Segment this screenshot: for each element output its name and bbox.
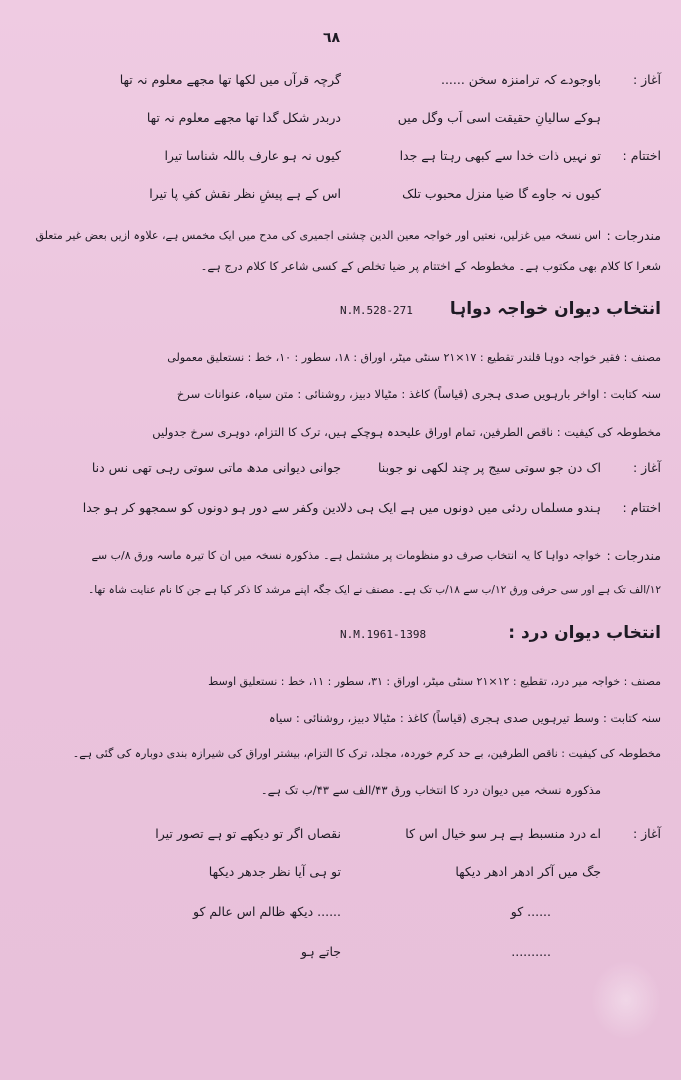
end-label: اختتام : <box>622 148 661 163</box>
section1-code: N.M.528-271 <box>340 304 413 317</box>
verse-end-left: کیوں نہ ہو عارف باللہ شناسا تیرا <box>164 148 341 163</box>
start-label: آغاز : <box>632 72 661 87</box>
paper-stain <box>591 960 661 1040</box>
verse-line2-left: دربدر شکل گدا تھا مجھے معلوم نہ تھا <box>146 110 341 125</box>
contents-text-2: شعرا کا کلام بھی مکتوب ہے۔ مخطوطہ کے اختتام پر ضیا تخلص کے کسی شاعر کا کلام درج ہے۔ <box>200 259 661 273</box>
section2-start-left: نقصاں اگر تو دیکھے تو ہے تصور تیرا <box>155 826 341 841</box>
section1-start-left: جوانی دیوانی مدھ ماتی سوتی رہی تھی نس دنا <box>91 460 341 475</box>
section2-condition: مخطوطہ کی کیفیت : ناقص الطرفین، بے حد کرم خوردہ، مجلد، ترک کا التزام، بیشتر اوراق کی شیرازہ بندی دوبارہ کی گئی ہے۔ <box>72 747 661 760</box>
section2-note: مذکورہ نسخہ میں دیوان درد کا انتخاب ورق ۴۳/الف سے ۴۳/ب تک ہے۔ <box>260 783 601 797</box>
section1-end-left: دین وکفر سے دور ہو دونوں کو سمجھو کر ہو جدا <box>82 500 341 515</box>
section2-verse3-left: ...... دیکھ ظالم اس عالم کو <box>193 904 341 919</box>
contents-text-1: اس نسخہ میں غزلیں، نعتیں اور خواجہ معین الدین چشتی اجمیری کی مدح میں ایک مخمس ہے، علاوہ ازیں بعض غیر متعلق <box>35 229 601 242</box>
verse-end-right: تو نہیں ذات خدا سے کبھی رہتا ہے جدا <box>399 148 601 163</box>
section1-condition: مخطوطہ کی کیفیت : ناقص الطرفین، تمام اوراق علیحدہ ہوچکے ہیں، ترک کا التزام، دوہری سرخ جدولیں <box>152 425 661 439</box>
section2-start-right: اے درد منسبط ہے ہر سو خیال اس کا <box>405 826 601 841</box>
verse-line4-right: کیوں نہ جاوے گا ضیا منزل محبوب تلک <box>402 186 601 201</box>
section2-author: مصنف : خواجہ میر درد، تقطیع : ۱۲×۲۱ سنٹی میٹر، اوراق : ۳۱، سطور : ۱۱، خط : نستعلیق اوسط <box>208 675 661 688</box>
section1-author: مصنف : فقیر خواجہ دوہا قلندر تقطیع : ۱۷×۲۱ سنٹی میٹر، اوراق : ۱۸، سطور : ۱۰، خط : نستعلیق معمولی <box>167 351 661 364</box>
section1-end-right: ہندو مسلماں ردئی میں دونوں میں ہے ایک ہی دلا <box>339 500 601 515</box>
section1-end-label: اختتام : <box>622 500 661 515</box>
section2-verse2-right: جگ میں آکر ادھر ادھر دیکھا <box>455 864 601 879</box>
section1-start-label: آغاز : <box>632 460 661 475</box>
section1-title: انتخاب دیوان خواجہ دواہا <box>449 299 661 319</box>
section2-title: انتخاب دیوان درد : <box>508 623 661 643</box>
section2-verse2-left: تو ہی آیا نظر جدھر دیکھا <box>208 864 341 879</box>
page-number: ٦٨ <box>323 30 341 46</box>
section1-scribe: سنہ کتابت : اواخر بارہویں صدی ہجری (قیاساً) کاغذ : مٹیالا دبیز، روشنائی : متن سیاہ، عنوانات سرخ <box>176 387 661 401</box>
section1-contents-2: ۱۲/الف تک ہے اور سی حرفی ورق ۱۲/ب سے ۱۸/ب تک ہے۔ مصنف نے ایک جگہ اپنے مرشد کا ذکر کیا ہے جن کا نام عنایت شاہ تھا۔ <box>88 584 661 596</box>
section2-code: N.M.1961-1398 <box>340 628 427 641</box>
section2-verse4-right: .......... <box>511 944 551 959</box>
section2-scribe: سنہ کتابت : وسط تیرہویں صدی ہجری (قیاساً) کاغذ : مٹیالا دبیز، روشنائی : سیاہ <box>268 711 661 725</box>
verse-line2-right: ہوکے سالیانِ حقیقت اسی اَب وگل میں <box>397 110 601 125</box>
verse-start-right: باوجودے کہ ترامنزہ سخن ...... <box>440 72 601 87</box>
section2-verse4-left: جاتے ہو <box>300 944 341 959</box>
section1-start-right: اک دن جو سوتی سیج پر چند لکھی نو جوبنا <box>377 460 601 475</box>
section1-contents-label: مندرجات : <box>606 548 661 563</box>
section2-verse3-right: ...... کو <box>510 904 551 919</box>
contents-label: مندرجات : <box>606 228 661 243</box>
verse-line4-left: اس کے ہے پیشِ نظر نقش کفِ پا تیرا <box>149 186 341 201</box>
verse-start-left: گرچہ قرآں میں لکھا تھا مجھے معلوم نہ تھا <box>119 72 341 87</box>
section1-contents-1: خواجہ دواہا کا یہ انتخاب صرف دو منظومات پر مشتمل ہے۔ مذکورہ نسخہ میں ان کا تیرہ ماسہ ورق ۸/ب سے <box>91 549 601 562</box>
section2-start-label: آغاز : <box>632 826 661 841</box>
